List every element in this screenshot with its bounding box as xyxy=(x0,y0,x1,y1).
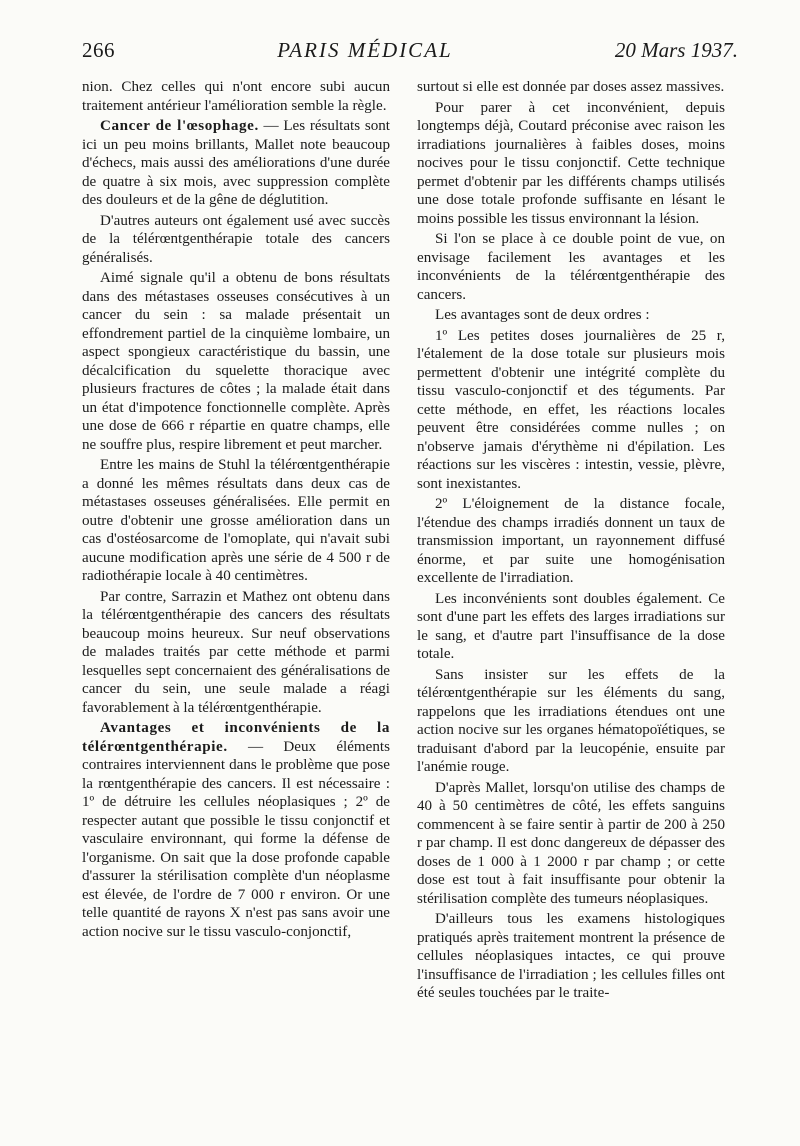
paragraph: 1º Les petites doses journalières de 25 r, l'étalement de la dose totale sur plusieurs mois permettent d'obtenir une intégrité complète du tissu vasculo-conjonctif et des téguments. Par cette méthode, en effet, les réactions locales peuvent être considérées comme nulles ; on n'observe jamais d'érythème ni d'épilation. Les réactions sur les viscères : intestin, vessie, plèvre, sont inexistantes. xyxy=(417,327,725,492)
paragraph: Aimé signale qu'il a obtenu de bons résultats dans des métastases osseuses consécutives à un cancer du sein : sa malade présentait un effondrement partiel de la cinquième lombaire, un aspect spongieux caractéristique du bassin, une décalcification du squelette thoracique avec plusieurs fractures de côtes ; la malade était dans un état d'impotence fonctionnelle complète. Après une dose de 666 r répartie en quatre champs, elle ne souffre plus, respire librement et peut marcher. xyxy=(82,270,390,453)
paragraph: Par contre, Sarrazin et Mathez ont obtenu dans la télérœntgenthérapie des cancers des résultats beaucoup moins heureux. Sur neuf observations de malades traités par cette méthode et parmi lesquelles sept concernaient des généralisations de cancer du sein, une seule malade a réagi favorablement à la télérœntgenthérapie. xyxy=(82,588,390,716)
page-number: 266 xyxy=(82,38,115,62)
paragraph: Les avantages sont de deux ordres : xyxy=(435,307,650,323)
left-column xyxy=(82,78,390,941)
paragraph xyxy=(82,719,390,941)
paragraph: D'après Mallet, lorsqu'on utilise des champs de 40 à 50 centimètres de côté, les effets sanguins commencent à se faire sentir à partir de 200 à 250 r par champ. Il est donc dangereux de dépasser des doses de 1 000 à 1 2000 r par champ ; or cette dose est tout à fait insuffisante pour obtenir la stérilisation complète des tumeurs néoplasiques. xyxy=(417,779,725,907)
paragraph: Pour parer à cet inconvénient, depuis longtemps déjà, Coutard préconise avec raison les irradiations journalières à faibles doses, moins nocives pour le tissu conjonctif. Cette technique permet d'obtenir par les différents champs utilisés une dose totale profonde suffisante en lésant le moins possible les tissus environnant la lésion. xyxy=(417,99,725,227)
paragraph: D'autres auteurs ont également usé avec succès de la télérœntgenthérapie totale des cancers généralisés. xyxy=(82,212,390,266)
journal-title: PARIS MÉDICAL xyxy=(277,38,453,62)
paragraph: Entre les mains de Stuhl la télérœntgenthérapie a donné les mêmes résultats dans deux cas de métastases osseuses généralisées. Elle permit en outre d'obtenir une grosse amélioration dans un cas d'ostéosarcome de l'omoplate, qui n'avait subi aucune modification après une série de 4 500 r de radiothérapie locale à 40 centimètres. xyxy=(82,457,390,584)
right-column xyxy=(417,78,725,1003)
paragraph-text: — Deux éléments contraires interviennent dans le problème que pose la rœntgenthérapie des cancers. Il est nécessaire : 1º de détruire les cellules néoplasiques ; 2º de respecter autant que possible le tissu conjonctif et vasculaire environnant, qui forme la défense de l'organisme. On sait que la dose profonde capable d'assurer la stérilisation complète d'un néoplasme est élevée, de l'ordre de 7 000 r environ. Or une telle quantité de rayons X n'est pas sans avoir une action nocive sur le tissu vasculo-conjonctif, xyxy=(82,738,390,940)
issue-date: 20 Mars 1937. xyxy=(614,38,738,62)
section-heading: Avantages et inconvénients de la télérœntgenthérapie. xyxy=(82,720,390,755)
paragraph: surtout si elle est donnée par doses assez massives. xyxy=(417,79,725,95)
paragraph: Sans insister sur les effets de la télérœntgenthérapie sur les éléments du sang, rappelons que les irradiations étendues ont une action nocive sur les organes hématopoïétiques, se traduisant d'abord par la leucopénie, ensuite par l'anémie rouge. xyxy=(417,666,725,775)
paragraph: nion. Chez celles qui n'ont encore subi aucun traitement antérieur l'amélioration semble la règle. xyxy=(82,79,390,114)
paragraph: Les inconvénients sont doubles également. Ce sont d'une part les effets des larges irradiations sur le sang, et d'autre part l'insuffisance de la dose totale. xyxy=(417,590,725,662)
paragraph: 2º L'éloignement de la distance focale, l'étendue des champs irradiés donnent un taux de transmission important, un rayonnement diffusé énorme, et par suite une homogénisation excellente de l'irradiation. xyxy=(417,496,725,586)
paragraph: D'ailleurs tous les examens histologiques pratiqués après traitement montrent la présence de cellules néoplasiques intactes, ce qui prouve l'insuffisance de l'irradiation ; les cellules filles ont été seules touchées par le traite- xyxy=(417,911,725,1001)
paragraph: Si l'on se place à ce double point de vue, on envisage facilement les avantages et les inconvénients de la télérœntgenthérapie des cancers. xyxy=(417,231,725,303)
paragraph xyxy=(82,117,390,210)
running-header xyxy=(82,38,738,74)
paragraph-text: — Les résultats sont ici un peu moins brillants, Mallet note beaucoup d'échecs, mais aussi des améliorations d'une durée de quatre à six mois, avec suppression complète des douleurs et de la gêne de déglutition. xyxy=(82,118,390,208)
section-heading: Cancer de l'œsophage. xyxy=(100,118,259,134)
